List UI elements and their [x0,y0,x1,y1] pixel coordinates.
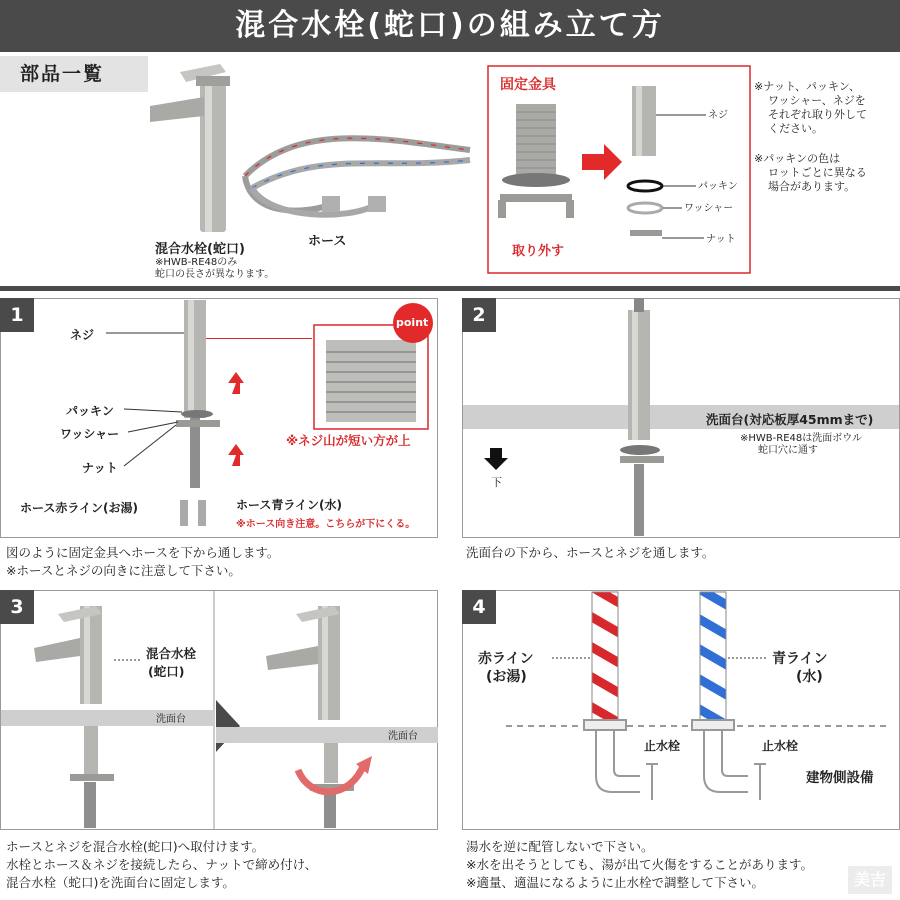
step4-red-label-2: (お湯) [486,669,527,685]
page-title: 混合水栓(蛇口)の組み立て方 [0,0,900,52]
faucet-note-1: ※HWB-RE48のみ [155,257,238,268]
step1-caption-1: 図のように固定金具へホースを下から通します。 [6,545,280,560]
step3-basin-a: 洗面台 [156,714,186,725]
step1-hose-red-label: ホース赤ライン(お湯) [20,501,139,515]
step4-valve-a: 止水栓 [644,739,681,753]
step4-blue-label-2: (水) [796,669,823,685]
step3-caption-2: 水栓とホース＆ネジを接続したら、ナットで締め付け、 [6,857,318,872]
step1-screw-label: ネジ [70,328,95,342]
red-line-hose [592,592,618,720]
step3-basin-b: 洗面台 [388,731,418,742]
step1-hose-blue-label: ホース青ライン(水) [236,498,343,512]
step1-packing-label: パッキン [66,404,114,418]
step4-blue-label-1: 青ライン [772,651,828,667]
watermark-logo: 美吉 [848,866,892,894]
remove-label: 取り外す [512,244,565,259]
parts-heading: 部品一覧 [0,56,148,92]
step3-number: 3 [0,590,34,624]
point-label: point [396,316,429,329]
faucet-note-2: 蛇口の長さが異なります。 [155,269,275,280]
note-line: 場合があります。 [768,180,856,193]
hose-label: ホース [308,234,347,249]
part-washer-label: ワッシャー [684,203,734,214]
note-line: それぞれ取り外して [768,108,867,121]
step4-valve-b: 止水栓 [762,739,799,753]
step1-caption-2: ※ホースとネジの向きに注意して下さい。 [6,563,241,578]
step3-caption-3: 混合水栓（蛇口)を洗面台に固定します。 [6,875,235,890]
point-note: ※ネジ山が短い方が上 [286,433,411,448]
step4-caption-1: 湯水を逆に配管しないで下さい。 [466,839,654,854]
step2-down-label: 下 [491,476,502,489]
step4-red-label-1: 赤ライン [478,651,534,667]
valve-a [584,720,658,800]
step2-basin-label: 洗面台(対応板厚45mmまで) [706,412,874,427]
faucet-label: 混合水栓(蛇口) [155,242,245,257]
step4-caption-3: ※適量、適温になるように止水栓で調整して下さい。 [466,875,764,890]
step3-caption-1: ホースとネジを混合水栓(蛇口)へ取付けます。 [6,839,265,854]
note-line: ※パッキンの色は [754,152,841,165]
step1-washer-label: ワッシャー [60,427,120,441]
step2-basin-note-1: ※HWB-RE48は洗面ボウル [740,433,862,444]
step1-hose-note: ※ホース向き注意。こちらが下にくる。 [236,519,416,530]
blue-line-hose [700,592,726,720]
step1-number: 1 [0,298,34,332]
fixture-title: 固定金具 [500,77,556,93]
part-screw-label: ネジ [708,110,728,121]
step4-caption-2: ※水を出そうとしても、湯が出て火傷をすることがあります。 [466,857,813,872]
note-line: ワッシャー、ネジを [768,94,866,107]
step1-nut-label: ナット [82,461,118,475]
step4-number: 4 [462,590,496,624]
step2-basin-note-2: 蛇口穴に通す [758,445,818,456]
valve-b [692,720,766,800]
part-packing-label: パッキン [698,181,738,192]
note-line: ※ナット、パッキン、 [754,80,861,93]
step3-faucet-label-2: (蛇口) [148,664,185,679]
step2-number: 2 [462,298,496,332]
step2-caption: 洗面台の下から、ホースとネジを通します。 [466,545,715,560]
note-line: ください。 [768,122,823,135]
step4-building-label: 建物側設備 [806,770,874,786]
step3-faucet-label-1: 混合水栓 [146,646,197,661]
note-line: ロットごとに異なる [768,166,867,179]
part-nut-label: ナット [706,234,736,245]
